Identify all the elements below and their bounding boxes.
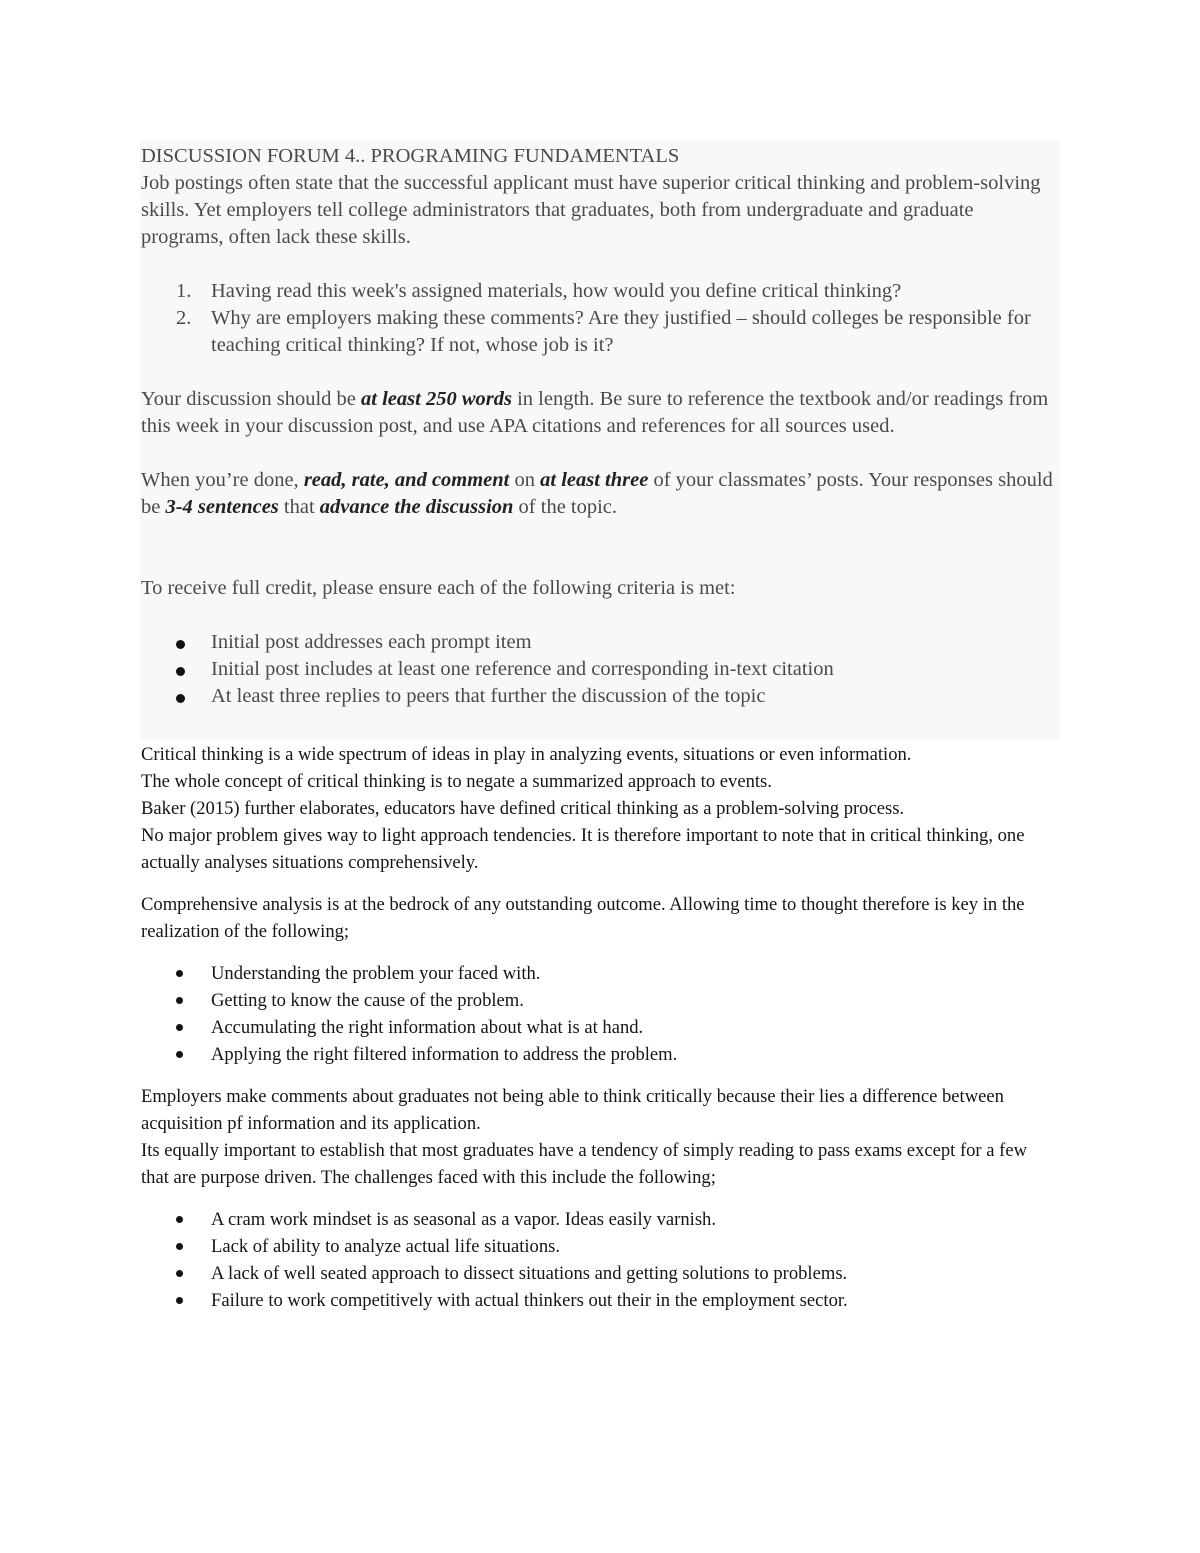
criteria-list <box>141 629 1059 710</box>
emphasis: read, rate, and comment <box>303 469 510 491</box>
list-item: Understanding the problem your faced with. <box>141 960 1059 987</box>
discussion-prompt <box>141 143 1059 710</box>
question-list <box>141 278 1059 359</box>
reply-requirement: When you’re done, read, rate, and comment on at least three of your classmates’ posts. Your responses should be 3-4 sentences that advance the discussion of the topic. <box>141 469 1053 518</box>
document-page <box>141 143 1059 1314</box>
bullet-icon <box>176 1243 183 1250</box>
word-count-emphasis: at least 250 words <box>361 388 512 410</box>
question-text: Having read this week's assigned materials, how would you define critical thinking? <box>211 280 902 302</box>
paragraph: Its equally important to establish that most graduates have a tendency of simply reading to pass exams except for a few that are purpose driven. The challenges faced with this include the following; <box>141 1140 1028 1188</box>
paragraph: No major problem gives way to light approach tendencies. It is therefore important to note that in critical thinking, one actually analyses situations comprehensively. <box>141 825 1025 873</box>
challenges-list <box>141 1206 1059 1314</box>
list-item: Failure to work competitively with actual thinkers out their in the employment sector. <box>141 1287 1059 1314</box>
emphasis: advance the discussion <box>319 496 514 518</box>
list-item: Accumulating the right information about what is at hand. <box>141 1014 1059 1041</box>
bullet-icon <box>176 1024 183 1031</box>
bullet-icon <box>176 694 185 703</box>
bullet-icon <box>176 667 185 676</box>
emphasis: 3-4 sentences <box>165 496 279 518</box>
question-text: Why are employers making these comments? Are they justified – should colleges be responsible for teaching critical thinking? If not, whose job is it? <box>211 307 1031 356</box>
list-item <box>141 278 1059 305</box>
paragraph: Comprehensive analysis is at the bedrock of any outstanding outcome. Allowing time to thought therefore is key in the realization of the following; <box>141 894 1025 942</box>
list-item: Lack of ability to analyze actual life situations. <box>141 1233 1059 1260</box>
paragraph: Baker (2015) further elaborates, educators have defined critical thinking as a problem-solving process. <box>141 798 905 819</box>
paragraph: Critical thinking is a wide spectrum of ideas in play in analyzing events, situations or even information. <box>141 744 912 765</box>
bullet-icon <box>176 1270 183 1277</box>
emphasis: at least three <box>540 469 649 491</box>
list-item: A cram work mindset is as seasonal as a vapor. Ideas easily varnish. <box>141 1206 1059 1233</box>
question-number: 1. <box>176 280 192 302</box>
list-item: Getting to know the cause of the problem. <box>141 987 1059 1014</box>
prompt-intro: Job postings often state that the successful applicant must have superior critical thinking and problem-solving skills. Yet employers tell college administrators that graduates, both from undergraduate and graduate programs, often lack these skills. <box>141 172 1041 248</box>
length-requirement: Your discussion should be at least 250 words in length. Be sure to reference the textbook and/or readings from this week in your discussion post, and use APA citations and references for all sources used. <box>141 388 1049 437</box>
steps-list <box>141 960 1059 1068</box>
list-item <box>141 305 1059 359</box>
bullet-icon <box>176 640 185 649</box>
forum-title: DISCUSSION FORUM 4.. PROGRAMING FUNDAMENTALS <box>141 145 680 167</box>
list-item: At least three replies to peers that further the discussion of the topic <box>141 683 1059 710</box>
list-item: Applying the right filtered information to address the problem. <box>141 1041 1059 1068</box>
bullet-icon <box>176 1051 183 1058</box>
bullet-icon <box>176 970 183 977</box>
student-response <box>141 741 1059 1314</box>
bullet-icon <box>176 1216 183 1223</box>
bullet-icon <box>176 1297 183 1304</box>
list-item: Initial post addresses each prompt item <box>141 629 1059 656</box>
criteria-intro: To receive full credit, please ensure each of the following criteria is met: <box>141 577 736 599</box>
question-number: 2. <box>176 307 192 329</box>
list-item: A lack of well seated approach to dissect situations and getting solutions to problems. <box>141 1260 1059 1287</box>
paragraph: The whole concept of critical thinking is to negate a summarized approach to events. <box>141 771 772 792</box>
list-item: Initial post includes at least one reference and corresponding in-text citation <box>141 656 1059 683</box>
paragraph: Employers make comments about graduates not being able to think critically because their lies a difference between acquisition pf information and its application. <box>141 1086 1004 1134</box>
bullet-icon <box>176 997 183 1004</box>
